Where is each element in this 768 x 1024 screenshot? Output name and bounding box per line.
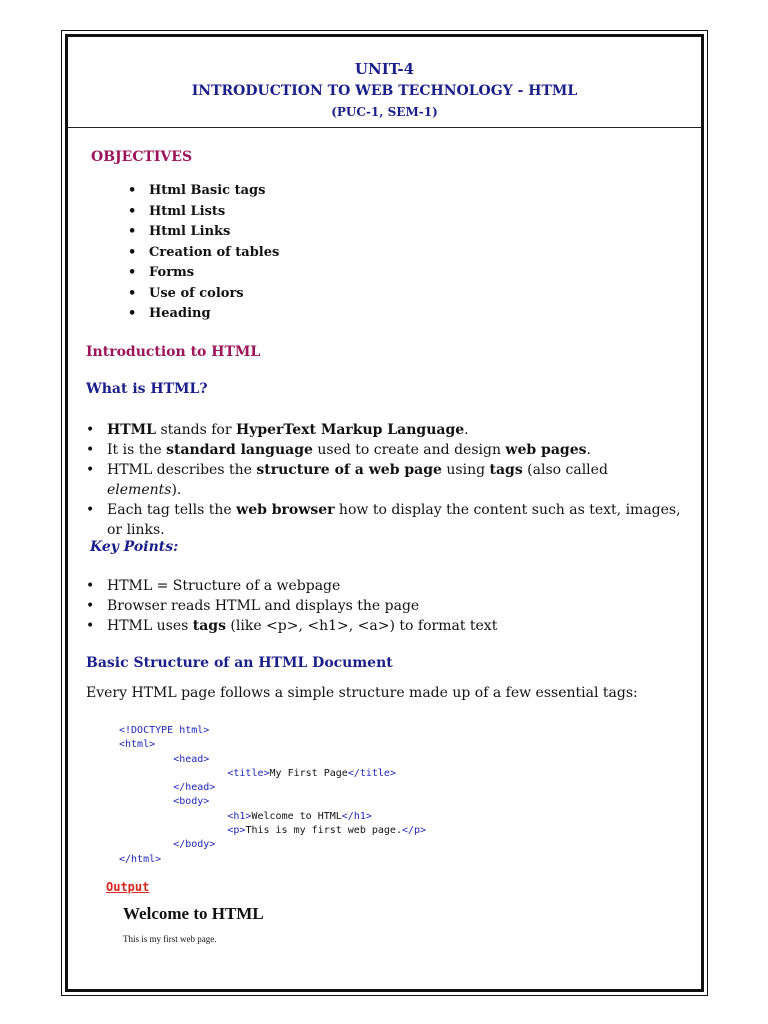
text: (also called <box>522 462 608 478</box>
intro-bullet-list <box>86 420 686 540</box>
key-points-heading: Key Points: <box>90 539 179 555</box>
list-item <box>86 616 686 636</box>
code-token: <h1> <box>227 810 252 822</box>
text-bold: HyperText Markup Language <box>235 422 465 438</box>
code-token: </html> <box>119 853 162 865</box>
list-item: • Forms <box>128 263 279 284</box>
list-item: • Use of colors <box>128 284 279 305</box>
list-item: • Browser reads HTML and displays the page <box>86 596 686 616</box>
text: ). <box>171 482 182 498</box>
code-text: Welcome to HTML <box>251 810 342 822</box>
list-item <box>86 420 686 440</box>
key-points-list <box>86 576 686 636</box>
list-item <box>86 440 686 460</box>
text: . <box>464 422 469 438</box>
text: how to display the content such as text, images, or links. <box>107 502 681 538</box>
code-block <box>119 724 426 867</box>
code-token: <!DOCTYPE html> <box>119 725 210 736</box>
structure-intro: Every HTML page follows a simple structure made up of a few essential tags: <box>86 685 638 701</box>
code-token: <p> <box>227 825 246 837</box>
text-bold: standard language <box>166 442 313 458</box>
list-item: • Html Lists <box>128 202 279 223</box>
text-bold: web browser <box>236 502 335 518</box>
document-header <box>66 58 703 122</box>
list-item: • Creation of tables <box>128 243 279 264</box>
text-bold: web pages <box>505 442 587 458</box>
text: HTML uses <box>107 618 193 634</box>
output-heading: Welcome to HTML <box>123 904 264 923</box>
list-item: • Heading <box>128 304 279 325</box>
code-text: This is my first web page. <box>245 825 402 837</box>
text: using <box>441 462 490 478</box>
code-text: My First Page <box>269 767 348 779</box>
code-token: </body> <box>173 839 216 851</box>
objectives-list <box>128 181 279 325</box>
code-token: <body> <box>173 796 210 808</box>
intro-heading: Introduction to HTML <box>86 344 261 360</box>
text: It is the <box>107 442 167 458</box>
text: used to create and design <box>312 442 506 458</box>
text-bold: tags <box>489 462 523 478</box>
list-item: • Html Basic tags <box>128 181 279 202</box>
list-item: • HTML = Structure of a webpage <box>86 576 686 596</box>
code-token: <head> <box>173 753 210 765</box>
code-token: </h1> <box>341 810 372 822</box>
code-token: </p> <box>401 825 427 837</box>
structure-heading: Basic Structure of an HTML Document <box>86 655 393 671</box>
header-divider <box>68 127 702 128</box>
list-item <box>86 460 686 500</box>
code-token: </title> <box>347 767 396 779</box>
text: (like <p>, <h1>, <a>) to format text <box>225 618 498 634</box>
unit-number: UNIT-4 <box>354 60 415 78</box>
text-bold: HTML <box>107 422 156 438</box>
text-italic: elements <box>107 482 172 498</box>
text: HTML describes the <box>107 462 257 478</box>
text: stands for <box>156 422 236 438</box>
output-paragraph: This is my first web page. <box>123 934 217 944</box>
list-item <box>86 500 685 540</box>
text: Each tag tells the <box>107 502 237 518</box>
objectives-heading: OBJECTIVES <box>91 149 193 165</box>
text-bold: tags <box>192 618 226 634</box>
unit-title: INTRODUCTION TO WEB TECHNOLOGY - HTML <box>191 83 578 99</box>
list-item: • Html Links <box>128 222 279 243</box>
code-token: <html> <box>119 739 156 751</box>
text-bold: structure of a web page <box>256 462 442 478</box>
unit-subtitle: (PUC-1, SEM-1) <box>331 105 438 119</box>
what-is-html-heading: What is HTML? <box>86 381 208 397</box>
code-token: <title> <box>227 767 270 779</box>
text: . <box>586 442 591 458</box>
code-token: </head> <box>173 782 216 794</box>
output-label: Output <box>106 880 150 894</box>
